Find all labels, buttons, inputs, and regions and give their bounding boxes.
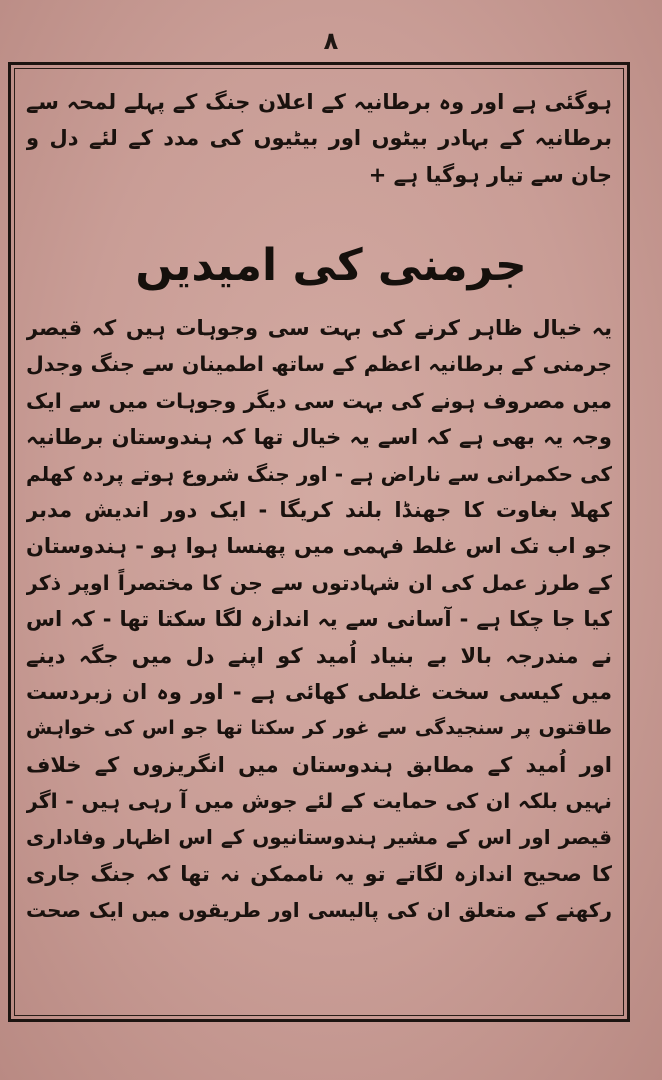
text-line: جان سے تیار ہوگیا ہے + (368, 162, 612, 187)
text-line: ہوگئی ہے اور وہ برطانیہ کے اعلان جنگ کے پہلے لمحہ سے (26, 90, 612, 114)
text-line: وجہ یہ بھی ہے کہ اسے یہ خیال تھا کہ ہندوستان برطانیہ (26, 425, 612, 450)
page-number: ۸ (323, 27, 339, 55)
text-line: برطانیہ کے بہادر بیٹوں اور بیٹیوں کی مدد کے لئے دل و (26, 126, 612, 151)
text-line: میں کیسی سخت غلطی کھائی ہے - اور وہ ان زبردست (26, 679, 612, 704)
intro-paragraph (26, 84, 612, 193)
text-line: کی حکمرانی سے ناراض ہے - اور جنگ شروع ہوتے پردہ کھلم (26, 461, 612, 486)
body-paragraph (26, 310, 612, 929)
text-line: کا صحیح اندازہ لگاتے تو یہ ناممکن نہ تھا کہ جنگ جاری (26, 861, 612, 886)
text-line: جرمنی کے برطانیہ اعظم کے ساتھ اطمینان سے جنگ وجدل (26, 352, 612, 377)
text-line: نہیں بلکہ ان کی حمایت کے لئے جوش میں آ رہی ہیں - اگر (26, 789, 612, 814)
text-line: یہ خیال ظاہر کرنے کی بہت سی وجوہات ہیں کہ قیصر (26, 316, 612, 340)
text-line: رکھنے کے متعلق ان کی پالیسی اور طریقوں میں ایک صحت (26, 898, 612, 923)
text-line: نے مندرجہ بالا بے بنیاد اُمید کو اپنے دل میں جگہ دینے (26, 643, 612, 668)
text-line: میں مصروف ہونے کی بہت سی دیگر وجوہات میں سے ایک (26, 388, 612, 413)
text-line: جو اب تک اس غلط فہمی میں پھنسا ہوا ہو - ہندوستان (26, 534, 612, 559)
text-line: کھلا بغاوت کا جھنڈا بلند کریگا - ایک دور اندیش مدبر (26, 497, 612, 522)
text-line: طاقتوں پر سنجیدگی سے غور کر سکتا تھا جو اس کی خواہش (26, 717, 612, 740)
text-line: کیا جا چکا ہے - آسانی سے یہ اندازہ لگا سکتا تھا - کہ اس (26, 607, 612, 632)
text-line: اور اُمید کے مطابق ہندوستان میں انگریزوں کے خلاف (26, 752, 612, 777)
text-line: قیصر اور اس کے مشیر ہندوستانیوں کے اس اظہار وفاداری (26, 825, 612, 850)
section-heading: جرمنی کی امیدیں (135, 240, 527, 291)
text-line: کے طرز عمل کی ان شہادتوں سے جن کا مختصراً اوپر ذکر (26, 570, 612, 595)
